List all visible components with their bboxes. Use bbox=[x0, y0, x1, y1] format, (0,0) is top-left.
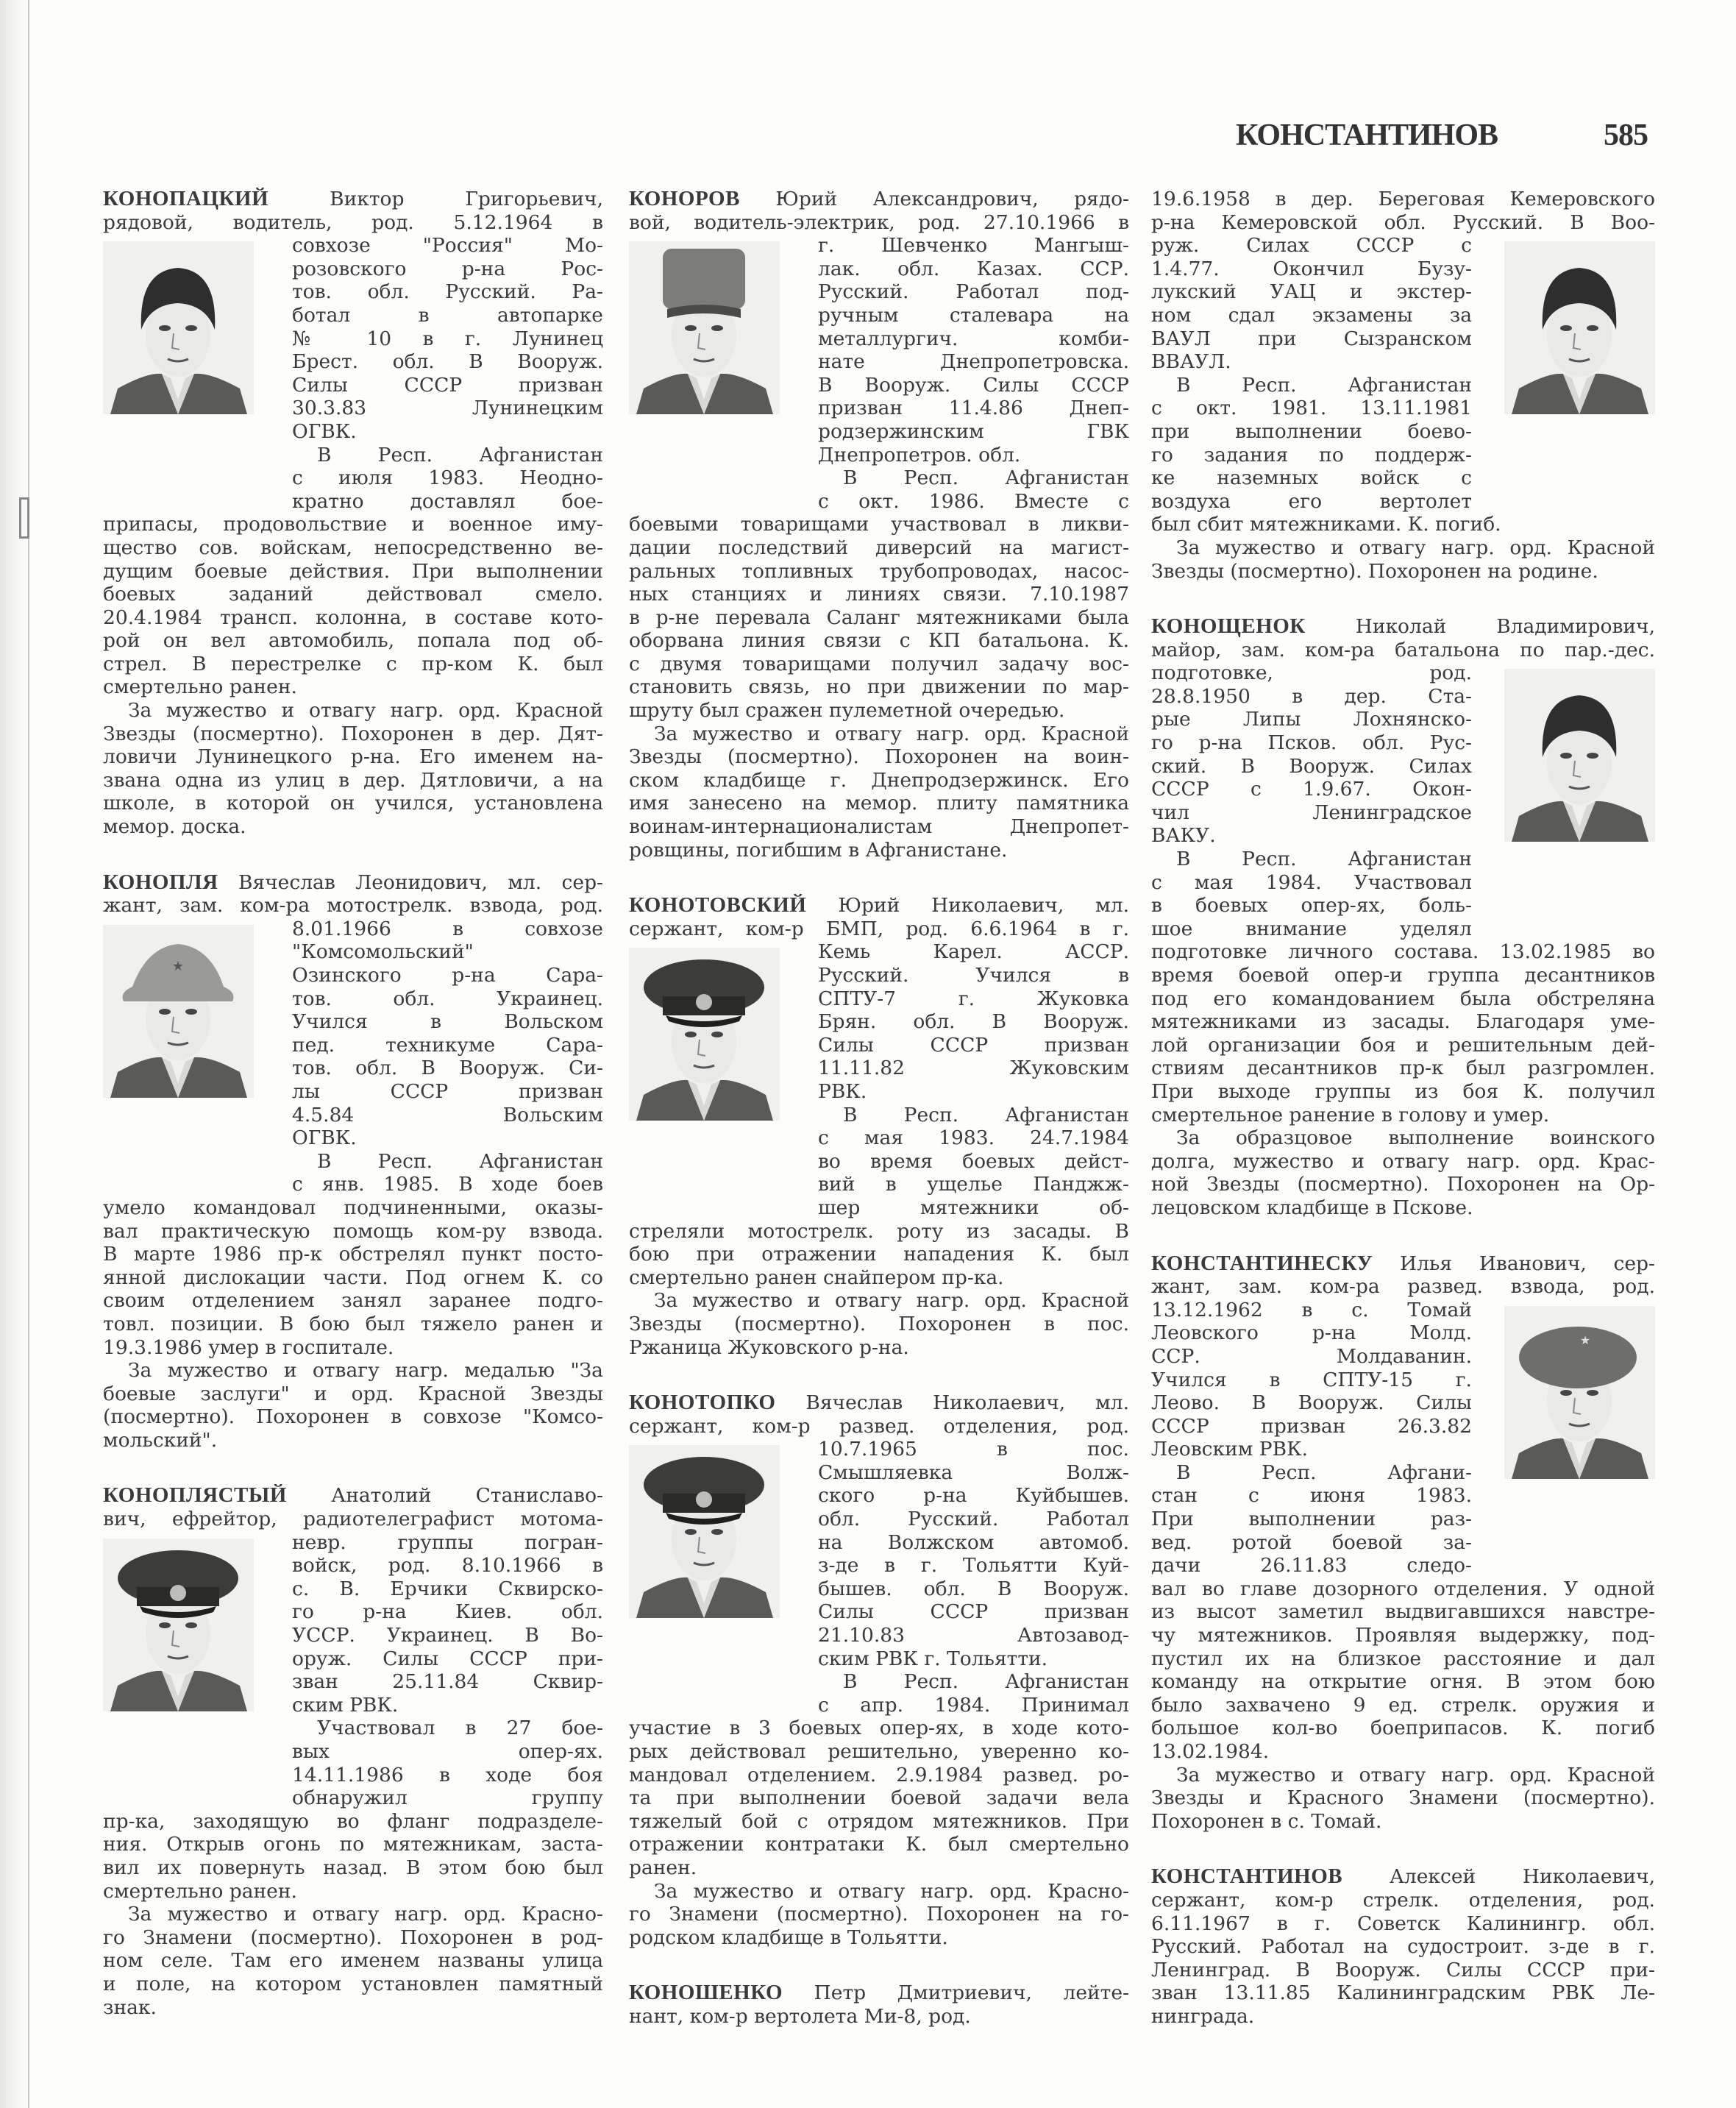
text-line: боевые заслуги" и орд. Красной Звезды bbox=[103, 1382, 603, 1405]
text-line: бышев. обл. В Вооруж. bbox=[818, 1577, 1129, 1600]
text-line: ский. В Вооруж. Силах bbox=[1151, 754, 1472, 778]
text-line: был сбит мятежниками. К. погиб. bbox=[1151, 513, 1501, 536]
entry-name: Вячеслав Леонидович, мл. сер- bbox=[238, 870, 603, 894]
svg-text:★: ★ bbox=[1579, 1332, 1591, 1347]
text-beside-photo bbox=[1151, 234, 1472, 513]
text-line: с мая 1984. Участвовал bbox=[1151, 870, 1472, 894]
text-line: 13.12.1962 в с. Томай bbox=[1151, 1298, 1472, 1321]
entry-name: Алексей Николаевич, bbox=[1389, 1865, 1655, 1889]
portrait-photo bbox=[629, 948, 780, 1121]
text-line: СПТУ-7 г. Жуковка bbox=[818, 987, 1129, 1010]
entry bbox=[629, 1981, 1129, 2028]
entry-heading bbox=[629, 894, 1129, 918]
text-line: "Комсомольский" bbox=[292, 940, 474, 964]
text-line: совхозе "Россия" Мо- bbox=[292, 234, 603, 258]
text-line: ОГВК. bbox=[292, 419, 357, 443]
text-line: рядовой, водитель, род. 5.12.1964 в bbox=[103, 210, 603, 234]
text-line: тов. обл. Украинец. bbox=[292, 987, 603, 1010]
text-line: тов. обл. В Вооруж. Си- bbox=[292, 1057, 603, 1080]
text-line: в боевых опер-ях, боль- bbox=[1151, 894, 1472, 918]
running-head bbox=[1236, 118, 1648, 155]
text-line: дачи 26.11.83 следо- bbox=[1151, 1554, 1472, 1578]
text-line: войск, род. 8.10.1966 в bbox=[292, 1554, 603, 1578]
text-line: 19.3.1986 умер в госпитале. bbox=[103, 1335, 394, 1359]
text-line: чил Ленинградское bbox=[1151, 801, 1472, 824]
text-line: лак. обл. Казах. ССР. bbox=[818, 257, 1129, 280]
entry-name: Юрий Александрович, рядо- bbox=[775, 188, 1129, 210]
entry-name: Илья Иванович, сер- bbox=[1399, 1252, 1655, 1275]
text-line: во время боевых дейст- bbox=[818, 1149, 1129, 1173]
text-line: вых опер-ях. bbox=[292, 1740, 603, 1763]
text-line: 21.10.83 Автозавод- bbox=[818, 1624, 1129, 1647]
text-line: 19.6.1958 в дер. Береговая Кемеровского bbox=[1151, 188, 1655, 210]
text-line: СССР призван 26.3.82 bbox=[1151, 1414, 1472, 1438]
text-line: Похоронен в с. Томай. bbox=[1151, 1809, 1382, 1833]
text-line: стан с июня 1983. bbox=[1151, 1484, 1472, 1508]
text-line: с окт. 1986. Вместе с bbox=[818, 489, 1129, 513]
page-gutter-shadow bbox=[0, 0, 29, 2108]
text-line: го р-на Псков. обл. Рус- bbox=[1151, 731, 1472, 755]
entry bbox=[103, 871, 603, 1452]
text-line: Звезды (посмертно). Похоронен на воин- bbox=[629, 745, 1129, 769]
column-left bbox=[103, 188, 603, 2051]
text-line: вал во главе дозорного отделения. У одной bbox=[1151, 1577, 1655, 1600]
portrait-photo bbox=[1504, 669, 1655, 842]
text-beside-photo bbox=[292, 1531, 603, 1810]
photo-block bbox=[1151, 1299, 1655, 1578]
text-line: рых действовал решительно, уверенно ко- bbox=[629, 1740, 1129, 1763]
text-line: отражении контратаки К. был смертельно bbox=[629, 1833, 1129, 1856]
text-line: сержант, ком-р БМП, род. 6.6.1964 в г. bbox=[629, 917, 1129, 940]
text-line: воздуха его вертолет bbox=[1151, 489, 1472, 513]
text-line: с янв. 1985. В ходе боев bbox=[292, 1173, 603, 1196]
entry-heading bbox=[103, 1484, 603, 1508]
text-line: металлургич. комби- bbox=[818, 327, 1129, 350]
portrait-photo bbox=[629, 241, 780, 414]
entry bbox=[1151, 1252, 1655, 1834]
text-line: СССР с 1.9.67. Окон- bbox=[1151, 778, 1472, 801]
text-line: звана одна из улиц в дер. Дятловичи, а на bbox=[103, 768, 603, 792]
text-line: вил их повернуть назад. В этом бою был bbox=[103, 1856, 603, 1879]
text-line: За мужество и отвагу нагр. орд. Красной bbox=[1176, 536, 1655, 559]
text-beside-photo bbox=[1151, 1299, 1472, 1578]
entry-heading bbox=[1151, 615, 1655, 639]
entry bbox=[1151, 188, 1655, 583]
text-line: лукский УАЦ и экстер- bbox=[1151, 280, 1472, 304]
text-line: Учился в Вольском bbox=[292, 1010, 603, 1034]
text-beside-photo bbox=[818, 940, 1129, 1219]
text-line: своим отделением занял заранее подго- bbox=[103, 1289, 603, 1313]
text-line: шер мятежники об- bbox=[818, 1196, 1129, 1219]
running-head-title: КОНСТАНТИНОВ bbox=[1236, 118, 1498, 152]
text-line: ке наземных войск с bbox=[1151, 466, 1472, 490]
text-beside-photo bbox=[292, 234, 603, 513]
text-line: Леовским РВК. bbox=[1151, 1438, 1309, 1461]
text-line: ровщины, погибшим в Афганистане. bbox=[629, 838, 1008, 862]
text-line: ССР. Молдаванин. bbox=[1151, 1344, 1472, 1368]
text-line: воинам-интернационалистам Днепропет- bbox=[629, 815, 1129, 839]
text-line: Русский. Учился в bbox=[818, 964, 1129, 987]
entry bbox=[629, 188, 1129, 862]
text-line: В Респ. Афгани- bbox=[1176, 1461, 1472, 1484]
text-line: ной Звезды (посмертно). Похоронен на Ор- bbox=[1151, 1173, 1655, 1196]
text-line: мандовал отделением. 2.9.1984 развед. ро- bbox=[629, 1763, 1129, 1786]
entry-surname: КОНОЩЕНОК bbox=[1151, 615, 1306, 639]
text-line: 6.11.1967 в г. Советск Калинингр. обл. bbox=[1151, 1912, 1655, 1935]
binding-edge bbox=[28, 0, 29, 2108]
text-line: оруж. Силы СССР при- bbox=[292, 1647, 603, 1670]
text-line: Русский. Работал на судостроит. з-де в г. bbox=[1151, 1935, 1655, 1959]
text-line: ОГВК. bbox=[292, 1126, 357, 1150]
portrait-photo bbox=[103, 925, 254, 1098]
text-line: Смышляевка Волж- bbox=[818, 1461, 1129, 1484]
text-line: кратно доставлял бое- bbox=[292, 489, 603, 513]
text-line: смертельно ранен снайпером пр-ка. bbox=[629, 1266, 1004, 1289]
text-line: В Респ. Афганистан bbox=[843, 1103, 1129, 1126]
text-line: стреляли мотострелк. роту из засады. В bbox=[629, 1219, 1129, 1243]
text-line: г. Шевченко Мангыш- bbox=[818, 234, 1129, 258]
photo-block bbox=[103, 1531, 603, 1810]
entry-heading bbox=[103, 188, 603, 211]
text-line: имя занесено на мемор. плиту памятника bbox=[629, 792, 1129, 815]
page-number: 585 bbox=[1604, 118, 1648, 152]
text-line: 28.8.1950 в дер. Ста- bbox=[1151, 684, 1472, 708]
text-line: щество сов. войскам, непосредственно ве- bbox=[103, 536, 603, 559]
text-line: шруту был сражен пулеметной очередью. bbox=[629, 699, 1065, 723]
text-line: вий в ущелье Панджж- bbox=[818, 1173, 1129, 1196]
text-line: пр-ка, заходящую во фланг подразделе- bbox=[103, 1809, 603, 1833]
entry-name: Виктор Григорьевич, bbox=[330, 188, 603, 210]
text-line: смертельно ранен. bbox=[103, 1879, 297, 1903]
text-line: ским РВК г. Тольятти. bbox=[818, 1647, 1048, 1670]
text-line: За образцовое выполнение воинского bbox=[1176, 1126, 1655, 1150]
text-line: лой организации боя и решительным дей- bbox=[1151, 1033, 1655, 1057]
text-line: В марте 1986 пр-к обстрелял пункт посто- bbox=[103, 1243, 603, 1266]
text-line: го Знамени (посмертно). Похоронен на го- bbox=[629, 1903, 1129, 1926]
text-line: 4.5.84 Вольским bbox=[292, 1103, 603, 1126]
text-line: сержант, ком-р стрелк. отделения, род. bbox=[1151, 1888, 1655, 1912]
text-line: нате Днепропетровска. bbox=[818, 350, 1129, 374]
text-line: родском кладбище в Тольятти. bbox=[629, 1926, 948, 1949]
text-line: было захвачено 9 ед. стрелк. оружия и bbox=[1151, 1693, 1655, 1717]
photo-block bbox=[103, 918, 603, 1196]
text-line: товл. позиции. В бою был тяжело ранен и bbox=[103, 1312, 603, 1335]
text-line: с окт. 1981. 13.11.1981 bbox=[1151, 397, 1472, 420]
entry-surname: КОНОШЕНКО bbox=[629, 1981, 783, 2005]
text-line: дации последствий диверсий на магист- bbox=[629, 536, 1129, 559]
text-line: смертельное ранение в голову и умер. bbox=[1151, 1103, 1550, 1126]
text-line: В Вооруж. Силы СССР bbox=[818, 373, 1129, 397]
text-line: дущим боевые действия. При выполнении bbox=[103, 559, 603, 583]
text-line: ским РВК. bbox=[292, 1693, 399, 1717]
column-right bbox=[1151, 188, 1655, 2061]
text-line: вал практическую помощь ком-ру взвода. bbox=[103, 1219, 603, 1243]
text-line: руж. Силах СССР с bbox=[1151, 234, 1472, 258]
entry bbox=[629, 894, 1129, 1359]
text-line: Леовского р-на Молд. bbox=[1151, 1321, 1472, 1345]
photo-block bbox=[629, 1438, 1129, 1717]
portrait-photo bbox=[1504, 241, 1655, 414]
text-line: мемор. доска. bbox=[103, 815, 246, 839]
entry-name: Вячеслав Николаевич, мл. bbox=[805, 1391, 1129, 1415]
text-line: подготовке, род. bbox=[1151, 661, 1472, 685]
text-line: Силы СССР призван bbox=[292, 373, 603, 397]
svg-text:★: ★ bbox=[171, 958, 185, 974]
column-middle bbox=[629, 188, 1129, 2061]
text-line: ловичи Лунинецкого р-на. Его именем на- bbox=[103, 745, 603, 769]
text-line: вед. ротой боевой за- bbox=[1151, 1530, 1472, 1554]
text-line: Днепропетров. обл. bbox=[818, 443, 1021, 466]
text-line: з-де в г. Тольятти Куй- bbox=[818, 1554, 1129, 1578]
entry-heading bbox=[1151, 1252, 1655, 1276]
edge-tab-mark bbox=[19, 497, 29, 539]
text-line: В Респ. Афганистан bbox=[1176, 848, 1472, 871]
text-line: пед. техникуме Сара- bbox=[292, 1033, 603, 1057]
text-line: 1.4.77. Окончил Бузу- bbox=[1151, 257, 1472, 280]
photo-block bbox=[1151, 234, 1655, 513]
entry-heading bbox=[103, 871, 603, 895]
entry-name: Анатолий Станиславо- bbox=[331, 1484, 603, 1508]
text-line: с. В. Ерчики Сквирско- bbox=[292, 1577, 603, 1600]
text-line: ранен. bbox=[629, 1856, 697, 1879]
text-line: За мужество и отвагу нагр. орд. Красно- bbox=[128, 1903, 603, 1926]
text-line: Звезды (посмертно). Похоронен на родине. bbox=[1151, 559, 1598, 583]
entry-surname: КОНСТАНТИНЕСКУ bbox=[1151, 1252, 1373, 1275]
text-line: го Знамени (посмертно). Похоронен в род- bbox=[103, 1926, 603, 1949]
text-line: команду на открытие огня. В этом бою bbox=[1151, 1670, 1655, 1694]
text-beside-photo bbox=[818, 1438, 1129, 1717]
text-line: рой он вел автомобиль, попала под об- bbox=[103, 629, 603, 653]
text-line: сержант, ком-р развед. отделения, род. bbox=[629, 1414, 1129, 1438]
entry-surname: КОНОРОВ bbox=[629, 188, 740, 210]
text-beside-photo bbox=[292, 918, 603, 1196]
text-line: боевых заданий действовал смело. bbox=[103, 583, 603, 606]
text-beside-photo bbox=[818, 234, 1129, 513]
entry-surname: КОНОПАЦКИЙ bbox=[103, 188, 269, 210]
text-line: Силы СССР призван bbox=[818, 1033, 1129, 1057]
photo-block bbox=[629, 940, 1129, 1219]
text-line: 8.01.1966 в совхозе bbox=[292, 917, 603, 940]
text-line: с апр. 1984. Принимал bbox=[818, 1693, 1129, 1717]
text-line: время боевой опер-и группа десантников bbox=[1151, 964, 1655, 987]
text-line: вой, водитель-электрик, род. 27.10.1966 в bbox=[629, 210, 1129, 234]
text-line: За мужество и отвагу нагр. орд. Красной bbox=[128, 699, 603, 723]
entry bbox=[1151, 615, 1655, 1219]
text-line: Звезды и Красного Знамени (посмертно). bbox=[1151, 1786, 1655, 1810]
entry-surname: КОНСТАНТИНОВ bbox=[1151, 1865, 1343, 1889]
text-line: лы СССР призван bbox=[292, 1079, 603, 1103]
text-line: припасы, продовольствие и военное иму- bbox=[103, 513, 603, 536]
text-line: Русский. Работал под- bbox=[818, 280, 1129, 304]
text-line: подготовке личного состава. 13.02.1985 во bbox=[1151, 940, 1655, 964]
text-line: зван 13.11.85 Калининградским РВК Ле- bbox=[1151, 1981, 1655, 2005]
text-line: бою при отражении нападения К. был bbox=[629, 1243, 1129, 1266]
text-line: ботал в автопарке bbox=[292, 303, 603, 327]
text-line: Участвовал в 27 бое- bbox=[317, 1717, 603, 1740]
text-line: вич, ефрейтор, радиотелеграфист мотома- bbox=[103, 1508, 603, 1531]
text-line: За мужество и отвагу нагр. орд. Красной bbox=[654, 1289, 1129, 1313]
text-line: В Респ. Афганистан bbox=[317, 1149, 603, 1173]
text-line: мятежниками из засады. Благодаря уме- bbox=[1151, 1010, 1655, 1034]
text-line: нинграда. bbox=[1151, 2004, 1255, 2028]
photo-block bbox=[103, 234, 603, 513]
text-line: невр. группы погран- bbox=[292, 1530, 603, 1554]
text-line: боевыми товарищами участвовал в ликви- bbox=[629, 513, 1129, 536]
text-line: с двумя товарищами получил задачу вос- bbox=[629, 652, 1129, 675]
text-line: р-на Кемеровской обл. Русский. В Воо- bbox=[1151, 210, 1655, 234]
text-line: участие в 3 боевых опер-ях, в ходе кото- bbox=[629, 1717, 1129, 1740]
photo-block bbox=[629, 234, 1129, 513]
text-line: родзержинским ГВК bbox=[818, 419, 1129, 443]
entry-name: Петр Дмитриевич, лейте- bbox=[814, 1981, 1129, 2005]
text-line: Кемь Карел. АССР. bbox=[818, 940, 1129, 964]
text-line: шое внимание уделял bbox=[1151, 917, 1472, 940]
text-line: В Респ. Афганистан bbox=[843, 466, 1129, 490]
text-line: Озинского р-на Сара- bbox=[292, 964, 603, 987]
text-line: Звезды (посмертно). Похоронен в пос. bbox=[629, 1312, 1129, 1335]
text-line: смертельно ранен. bbox=[103, 675, 297, 699]
entry-surname: КОНОПЛЯСТЫЙ bbox=[103, 1484, 287, 1508]
text-line: знак. bbox=[103, 1995, 157, 2019]
text-line: та при выполнении боевой задачи вела bbox=[629, 1786, 1129, 1810]
text-line: оборвана линия связи с КП батальона. К. bbox=[629, 629, 1129, 653]
portrait-photo bbox=[103, 241, 254, 414]
text-line: За мужество и отвагу нагр. орд. Красно- bbox=[654, 1879, 1129, 1903]
portrait-photo bbox=[1504, 1306, 1655, 1479]
text-line: 13.02.1984. bbox=[1151, 1740, 1270, 1763]
text-line: Силы СССР призван bbox=[818, 1600, 1129, 1624]
text-line: рые Липы Лохнянско- bbox=[1151, 708, 1472, 731]
text-line: Леово. В Вооруж. Силы bbox=[1151, 1391, 1472, 1415]
text-line: РВК. bbox=[818, 1079, 867, 1103]
text-line: За мужество и отвагу нагр. орд. Красной bbox=[654, 722, 1129, 745]
entry-surname: КОНОПЛЯ bbox=[103, 870, 218, 894]
entry-name: Николай Владимирович, bbox=[1355, 615, 1655, 639]
text-line: с мая 1983. 24.7.1984 bbox=[818, 1126, 1129, 1150]
text-line: школе, в которой он учился, установлена bbox=[103, 792, 603, 815]
text-line: Брян. обл. В Вооруж. bbox=[818, 1010, 1129, 1034]
text-line: № 10 в г. Лунинец bbox=[292, 327, 603, 350]
text-line: обл. Русский. Работал bbox=[818, 1508, 1129, 1531]
text-line: За мужество и отвагу нагр. орд. Красной bbox=[1176, 1763, 1655, 1786]
text-line: ВВАУЛ. bbox=[1151, 350, 1231, 374]
text-line: При выходе группы из боя К. получил bbox=[1151, 1079, 1655, 1103]
text-line: В Респ. Афганистан bbox=[843, 1670, 1129, 1694]
text-line: 11.11.82 Жуковским bbox=[818, 1057, 1129, 1080]
text-line: при выполнении боево- bbox=[1151, 419, 1472, 443]
text-line: долга, мужество и отвагу нагр. орд. Крас- bbox=[1151, 1149, 1655, 1173]
text-line: умело командовал подчиненными, оказы- bbox=[103, 1196, 603, 1219]
text-line: в р-не перевала Саланг мятежниками была bbox=[629, 606, 1129, 629]
text-line: обнаружил группу bbox=[292, 1786, 603, 1810]
text-line: лецовском кладбище в Пскове. bbox=[1151, 1196, 1473, 1219]
text-line: призван 11.4.86 Днеп- bbox=[818, 397, 1129, 420]
text-line: зван 25.11.84 Сквир- bbox=[292, 1670, 603, 1694]
text-line: ского р-на Куйбышев. bbox=[818, 1484, 1129, 1508]
text-line: чу мятежников. Проявляя выдержку, под- bbox=[1151, 1624, 1655, 1647]
text-line: ных станциях и линиях связи. 7.10.1987 bbox=[629, 583, 1129, 606]
entry bbox=[1151, 1865, 1655, 2028]
text-line: 14.11.1986 в ходе боя bbox=[292, 1763, 603, 1786]
text-line: и поле, на котором установлен памятный bbox=[103, 1972, 603, 1995]
text-line: (посмертно). Похоронен в совхозе "Комсо- bbox=[103, 1405, 603, 1429]
text-line: Ленинград. В Вооруж. Силы СССР при- bbox=[1151, 1958, 1655, 1981]
entry-surname: КОНОТОВСКИЙ bbox=[629, 894, 807, 918]
portrait-photo bbox=[629, 1445, 780, 1618]
text-line: ном сдал экзамены за bbox=[1151, 303, 1472, 327]
text-line: ном селе. Там его именем названы улица bbox=[103, 1949, 603, 1973]
text-line: пустил их на близкое расстояние и дал bbox=[1151, 1647, 1655, 1670]
entry bbox=[103, 188, 603, 839]
text-line: В Респ. Афганистан bbox=[317, 443, 603, 466]
text-line: 20.4.1984 трансп. колонна, в составе кото- bbox=[103, 606, 603, 629]
text-line: 10.7.1965 в пос. bbox=[818, 1438, 1129, 1461]
text-line: Звезды (посмертно). Похоронен в дер. Дят- bbox=[103, 722, 603, 745]
text-line: из высот заметил выдвигавшихся навстре- bbox=[1151, 1600, 1655, 1624]
text-line: ствиям десантников пр-к был разгромлен. bbox=[1151, 1057, 1655, 1080]
text-line: нант, ком-р вертолета Ми-8, род. bbox=[629, 2004, 971, 2028]
text-line: тов. обл. Русский. Ра- bbox=[292, 280, 603, 304]
text-line: Ржаница Жуковского р-на. bbox=[629, 1335, 909, 1359]
entry-heading bbox=[629, 188, 1129, 211]
entry-surname: КОНОТОПКО bbox=[629, 1391, 776, 1415]
text-line: майор, зам. ком-ра батальона по пар.-дес. bbox=[1151, 638, 1655, 661]
entry-heading bbox=[1151, 1865, 1655, 1889]
entry-heading bbox=[629, 1391, 1129, 1415]
text-line: ВАУЛ при Сызранском bbox=[1151, 327, 1472, 350]
text-line: розовского р-на Рос- bbox=[292, 257, 603, 280]
text-beside-photo bbox=[1151, 661, 1472, 940]
text-line: янной дислокации части. Под огнем К. со bbox=[103, 1266, 603, 1289]
text-line: Учился в СПТУ-15 г. bbox=[1151, 1368, 1472, 1391]
portrait-photo bbox=[103, 1539, 254, 1711]
text-line: При выполнении раз- bbox=[1151, 1508, 1472, 1531]
text-line: большое кол-во боеприпасов. К. погиб bbox=[1151, 1717, 1655, 1740]
text-line: За мужество и отвагу нагр. медалью "За bbox=[128, 1359, 603, 1383]
text-line: под его командованием была обстреляна bbox=[1151, 987, 1655, 1010]
entry-heading bbox=[629, 1981, 1129, 2005]
text-line: 30.3.83 Лунинецким bbox=[292, 397, 603, 420]
text-line: го р-на Киев. обл. bbox=[292, 1600, 603, 1624]
text-line: го задания по поддерж- bbox=[1151, 443, 1472, 466]
text-line: жант, зам. ком-ра развед. взвода, род. bbox=[1151, 1275, 1655, 1299]
text-line: ском кладбище г. Днепродзержинск. Его bbox=[629, 768, 1129, 792]
text-line: ручным сталевара на bbox=[818, 303, 1129, 327]
entry bbox=[103, 1484, 603, 2019]
text-line: ния. Открыв огонь по мятежникам, заста- bbox=[103, 1833, 603, 1856]
text-line: Брест. обл. В Вооруж. bbox=[292, 350, 603, 374]
text-line: стрел. В перестрелке с пр-ком К. был bbox=[103, 652, 603, 675]
text-line: ВАКУ. bbox=[1151, 824, 1216, 848]
text-line: жант, зам. ком-ра мотострелк. взвода, род. bbox=[103, 894, 603, 918]
text-line: УССР. Украинец. В Во- bbox=[292, 1624, 603, 1647]
photo-block bbox=[1151, 661, 1655, 940]
text-line: на Волжском автомоб. bbox=[818, 1530, 1129, 1554]
text-line: с июля 1983. Неодно- bbox=[292, 466, 603, 490]
text-line: мольский". bbox=[103, 1428, 218, 1452]
text-line: тяжелый бой с отрядом мятежников. При bbox=[629, 1809, 1129, 1833]
entry bbox=[629, 1391, 1129, 1949]
text-line: ральных топливных трубопроводах, насос- bbox=[629, 559, 1129, 583]
text-line: становить связь, но при движении по мар- bbox=[629, 675, 1129, 699]
entry-name: Юрий Николаевич, мл. bbox=[838, 894, 1129, 918]
text-line: В Респ. Афганистан bbox=[1176, 373, 1472, 397]
